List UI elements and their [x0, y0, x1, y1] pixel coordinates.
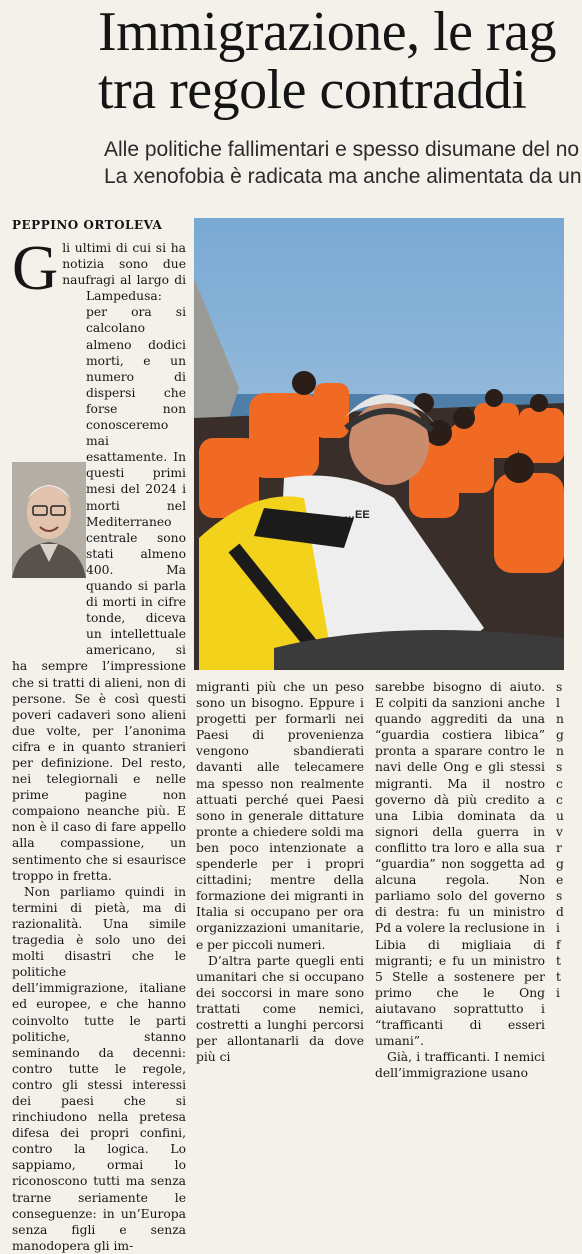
vest-text: …EE [344, 509, 370, 521]
paragraph: migranti più che un peso sono un bisogno. Eppure i progetti per formarli nei Paesi di provenienza vengono sbandierati davanti alle telecamere ma spesso non realmente attuati perché quei Paesi sono in generale dittature pronte a chiedere soldi ma ben poco intenzionate a spenderle per i propri cittadini; mentre della formazione dei migranti in Italia si occupano per ora organizzazioni umanitarie, e per piccoli numeri. [196, 680, 364, 952]
rescue-photo [194, 218, 564, 670]
deck-line-2: La xenofobia è radicata ma anche alimentata da un [104, 165, 582, 188]
article-column-3 [375, 679, 545, 1081]
paragraph: Non parliamo quindi in termini di pietà, ma di razionalità. Una simile tragedia è solo uno dei molti disastri che le politiche dell’immigrazione, italiane ed europee, e che hanno coinvolto tutte le parti politiche, stanno seminando da decenni: contro tutte le regole, contro gli stessi interessi dei paesi che si rinchiudono nella pretesa difesa dei propri confini, contro la logica. Lo sappiamo, ormai lo riconoscono tutti ma senza trarne seriamente le conseguenze: in un’Europa senza figli e senza manodopera gli im- [12, 884, 186, 1253]
headline-line-2: tra regole contraddi [98, 59, 527, 121]
headline-line-1: Immigrazione, le rag [98, 1, 557, 63]
paragraph: G li ultimi di cui si ha notizia sono due naufragi al largo di Lampedusa: per ora si calcolano almeno dodici morti, e un numero di dispersi che forse non conosceremo mai esattamente. In questi primi mesi del 2024 i morti nel Mediterraneo centrale sono stati almeno 400. Ma quando si parla di morti in cifre tonde, diceva un intellettuale americano, si ha sempre l’impressione che si tratti di alieni, non di persone. Se è così questi poveri cadaveri sono alieni due volte, per l’anonima cifra e in quanto stranieri per definizione. Del resto, nei telegiornali e nelle prime pagine non compaiono neanche più. E non è il caso di fare appello alla compassione, un sentimento che si esaurisce troppo in fretta. [12, 232, 186, 883]
paragraph: Già, i trafficanti. I nemici dell’immigrazione usano [375, 1050, 545, 1081]
author-photo [12, 462, 86, 578]
paragraph: sarebbe bisogno di aiuto. E colpiti da sanzioni anche quando aggrediti da una “guardia costiera libica” pronta a sparare contro le navi delle Ong e gli stessi migranti. Ma il nostro governo dà più credito a una Libia dominata da signori della guerra in conflitto tra loro e alla sua “guardia” non soggetta ad alcuna regola. Non parliamo solo del governo di destra: fu un ministro Pd a volere la reclusione in Libia di migliaia di migranti; e fu un ministro 5 Stelle a sostenere per primo che le Ong aiutavano soprattutto i “trafficanti di esseri umani”. [375, 680, 545, 1049]
drop-cap: G [12, 232, 59, 303]
paragraph: D’altra parte quegli enti umanitari che si occupano dei soccorsi in mare sono trattati come nemici, costretti a lunghi percorsi per allontanarli da dove più ci [196, 953, 364, 1065]
article-column-1 [12, 232, 186, 1253]
deck-line-1: Alle politiche fallimentari e spesso disumane del no [104, 138, 580, 161]
byline: PEPPINO ORTOLEVA [12, 218, 163, 232]
article-column-4-fragment: s l n g n s c c u v r g e s d i f t t i [556, 680, 564, 1000]
article-column-2 [196, 679, 364, 1065]
